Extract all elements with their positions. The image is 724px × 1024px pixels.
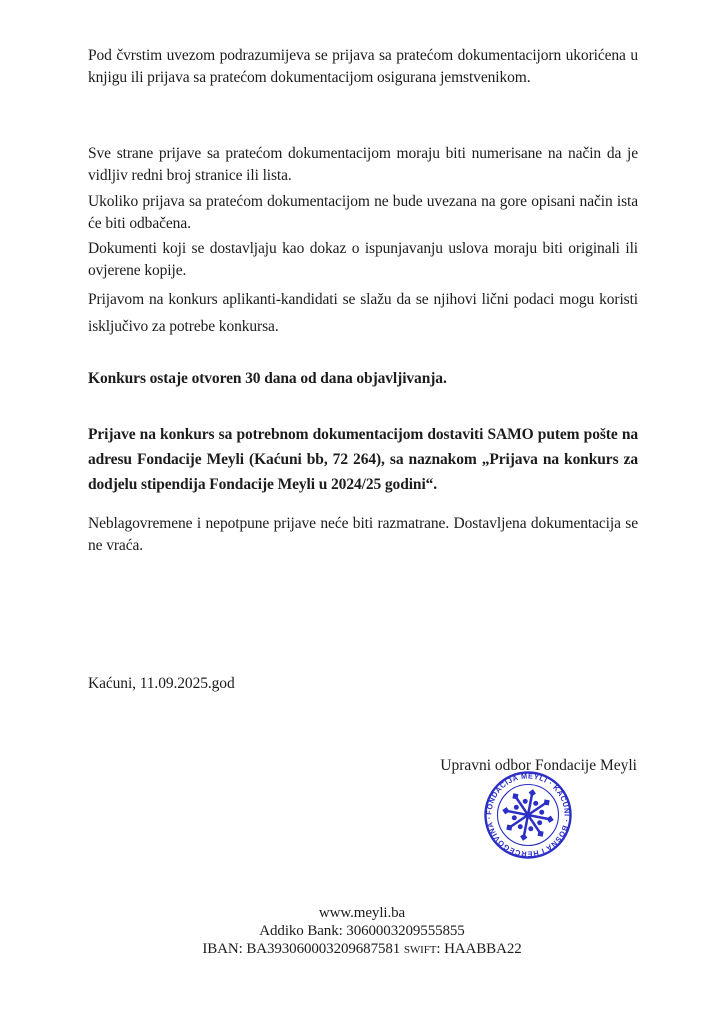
footer-website: www.meyli.ba bbox=[318, 905, 406, 921]
paragraph-personal-data: Prijavom na konkurs aplikanti-kandidati se slažu da se njihovi lični podaci mogu koristi isključivo za potrebe konkursa. bbox=[88, 290, 638, 335]
paragraph-original-documents: Dokumenti koji se dostavljaju kao dokaz o ispunjavanju uslova moraju biti originali ili ovjerene kopije. bbox=[88, 239, 638, 279]
footer-swift-label: swift: bbox=[403, 941, 441, 957]
paragraph-hard-binding: Pod čvrstim uvezom podrazumijeva se prijava sa pratećom dokumentacijorn ukorićena u knjigu ili prijava sa pratećom dokumentacijom osigurana jemstvenikom. bbox=[88, 46, 638, 86]
paragraph-deadline-bold: Konkurs ostaje otvoren 30 dana od dana objavljivanja. bbox=[88, 369, 447, 387]
stamp-ring-text: FONDACIJA MEYLI · KAĆUNI · BOSNA I HERCEGOVINA · bbox=[484, 771, 572, 859]
paragraph-rejection-rule: Ukoliko prijava sa pratećom dokumentacijom ne bude uvezana na gore opisani način ista će biti odbačena. bbox=[88, 192, 638, 232]
paragraph-mailing-address-bold: Prijave na konkurs sa potrebnom dokumentacijom dostaviti SAMO putem pošte na adresu Fondacije Meyli (Kaćuni bb, 72 264), sa naznakom „Prijava na konkurs za dodjelu stipendija Fondacije Meyli u 2024/25 godini“. bbox=[88, 425, 638, 493]
footer-swift-value: HAABBA22 bbox=[444, 941, 522, 957]
date-line: Kaćuni, 11.09.2025.god bbox=[88, 674, 235, 692]
document-footer bbox=[0, 904, 724, 958]
footer-iban: IBAN: BA393060003209687581 bbox=[202, 941, 401, 957]
footer-iban-swift bbox=[0, 940, 724, 958]
paragraph-late-applications: Neblagovremene i nepotpune prijave neće biti razmatrane. Dostavljena dokumentacija se ne vraća. bbox=[88, 514, 638, 554]
paragraph-page-numbering: Sve strane prijave sa pratećom dokumentacijom moraju biti numerisane na način da je vidljiv redni broj stranice ili lista. bbox=[88, 144, 638, 184]
stamp-seal-icon bbox=[483, 770, 573, 860]
signature-line: Upravni odbor Fondacije Meyli bbox=[440, 756, 637, 774]
foundation-stamp bbox=[483, 770, 573, 860]
stamp-star-center-dot bbox=[526, 813, 530, 817]
footer-bank-account: Addiko Bank: 3060003209555855 bbox=[259, 923, 465, 939]
